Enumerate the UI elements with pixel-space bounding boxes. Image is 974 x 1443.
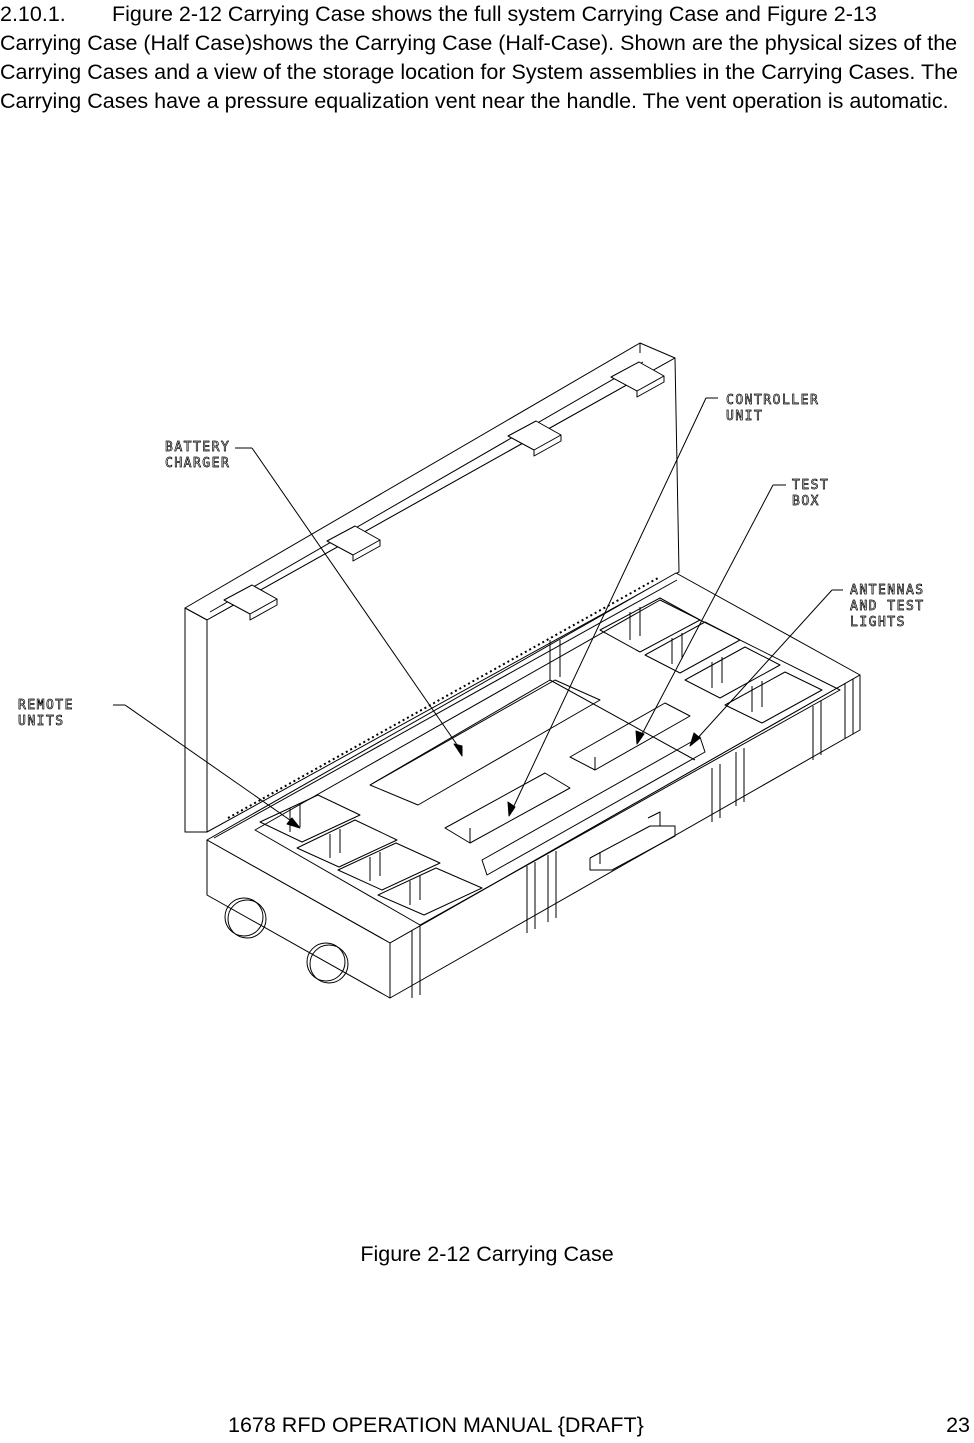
carrying-case-drawing <box>0 330 974 1020</box>
label-antennas-line3: LIGHTS <box>850 615 906 630</box>
label-test-box-line1: TEST <box>792 478 830 493</box>
page-number: 23 <box>946 1413 970 1437</box>
figure-caption: Figure 2-12 Carrying Case <box>360 1242 614 1266</box>
label-remote-units-line2: UNITS <box>18 714 65 729</box>
paragraph-text: Figure 2-12 Carrying Case shows the full system Carrying Case and Figure 2-13 Carrying Case (Half Case)shows the Carrying Case (Half-Case). Shown are the physical sizes of the Carrying Cases and a view of the storage location for System assemblies in the Carrying Cases. The Carrying Cases have a pressure equalization vent near the handle. The vent operation is automatic. <box>0 2 958 113</box>
label-test-box-line2: BOX <box>792 494 820 509</box>
footer-title: 1678 RFD OPERATION MANUAL {DRAFT} <box>228 1413 644 1437</box>
label-battery-charger-line1: BATTERY <box>165 440 231 455</box>
label-antennas-line2: AND TEST <box>850 599 925 614</box>
section-number: 2.10.1. <box>0 2 66 26</box>
label-antennas-line1: ANTENNAS <box>850 583 925 598</box>
carrying-case-figure <box>0 330 974 1020</box>
intro-paragraph <box>0 0 960 116</box>
label-battery-charger-line2: CHARGER <box>165 456 231 471</box>
label-controller-unit-line1: CONTROLLER <box>726 393 820 408</box>
label-controller-unit-line2: UNIT <box>726 409 764 424</box>
label-remote-units-line1: REMOTE <box>18 698 74 713</box>
